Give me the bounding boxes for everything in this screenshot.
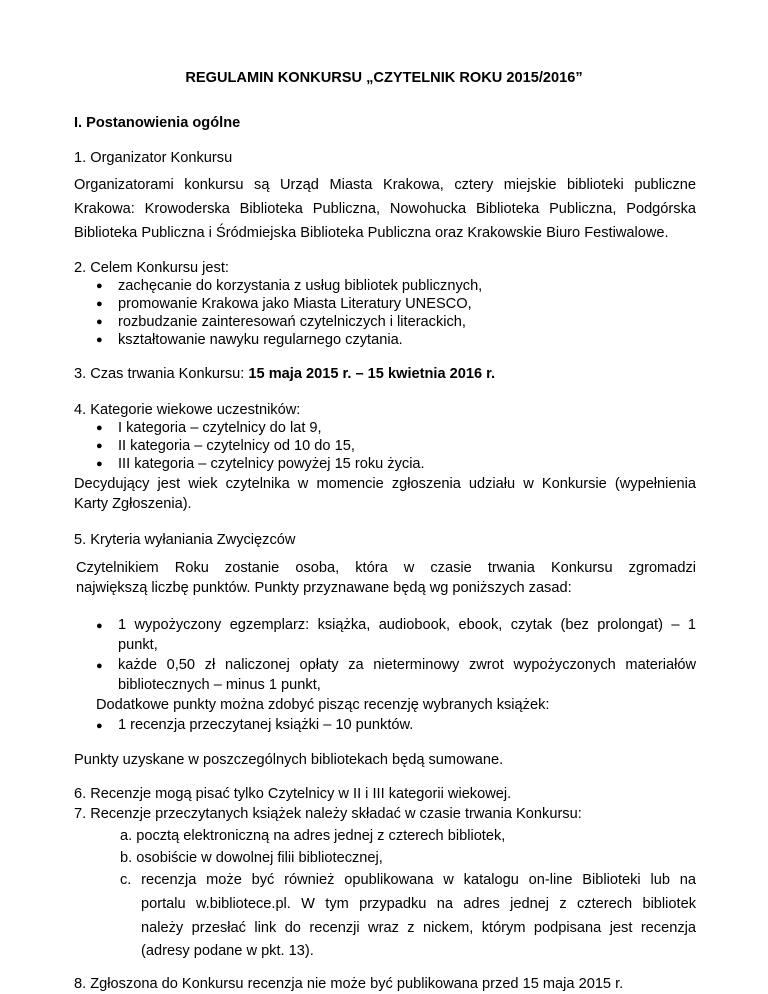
bullet-item: kształtowanie nawyku regularnego czytania. — [118, 332, 403, 348]
item-7-sub-c-line: c. recenzja może być również opublikowana w katalogu on-line Biblioteki lub na — [120, 872, 696, 888]
item-3 — [74, 366, 495, 382]
bullet-item: zachęcanie do korzystania z usług bibliotek publicznych, — [118, 278, 483, 294]
item-7-sub-c-line: portalu w.bibliotece.pl. W tym przypadku na adres jednej z czterech bibliotek — [141, 896, 696, 912]
document-title: REGULAMIN KONKURSU „CZYTELNIK ROKU 2015/2016” — [185, 70, 583, 86]
item-5-extra-text: Dodatkowe punkty można zdobyć pisząc recenzję wybranych książek: — [96, 697, 550, 713]
item-3-dates: 15 maja 2015 r. – 15 kwietnia 2016 r. — [248, 366, 496, 382]
item-4-heading: 4. Kategorie wiekowe uczestników: — [74, 402, 301, 418]
item-5-text-line: Czytelnikiem Roku zostanie osoba, która w czasie trwania Konkursu zgromadzi — [76, 560, 696, 576]
item-4-note-line: Karty Zgłoszenia). — [74, 496, 192, 512]
bullet-item: III kategoria – czytelnicy powyżej 15 roku życia. — [118, 456, 425, 472]
bullet-icon: ● — [96, 334, 103, 346]
item-6: 6. Recenzje mogą pisać tylko Czytelnicy w II i III kategorii wiekowej. — [74, 786, 512, 802]
item-5-heading: 5. Kryteria wyłaniania Zwycięzców — [74, 532, 296, 548]
bullet-item-line: każde 0,50 zł naliczonej opłaty za nieterminowy zwrot wypożyczonych materiałów — [118, 657, 696, 673]
bullet-icon: ● — [96, 280, 103, 292]
bullet-icon: ● — [96, 620, 103, 632]
item-1-text-line: Organizatorami konkursu są Urząd Miasta Krakowa, cztery miejskie biblioteki publiczne — [74, 177, 696, 193]
item-5-summary: Punkty uzyskane w poszczególnych bibliotekach będą sumowane. — [74, 752, 504, 768]
item-7-heading: 7. Recenzje przeczytanych książek należy składać w czasie trwania Konkursu: — [74, 806, 582, 822]
item-2-heading: 2. Celem Konkursu jest: — [74, 260, 229, 276]
item-7-sub-c-line: (adresy podane w pkt. 13). — [141, 943, 314, 959]
bullet-icon: ● — [96, 440, 103, 452]
bullet-icon: ● — [96, 316, 103, 328]
bullet-item: promowanie Krakowa jako Miasta Literatury UNESCO, — [118, 296, 472, 312]
bullet-item: rozbudzanie zainteresowań czytelniczych i literackich, — [118, 314, 466, 330]
bullet-item: 1 recenzja przeczytanej książki – 10 punktów. — [118, 717, 414, 733]
bullet-item: I kategoria – czytelnicy do lat 9, — [118, 420, 322, 436]
bullet-icon: ● — [96, 720, 103, 732]
item-1-text-line: Biblioteka Publiczna i Śródmiejska Biblioteka Publiczna oraz Krakowskie Biuro Festiwalowe. — [74, 225, 669, 241]
bullet-icon: ● — [96, 422, 103, 434]
bullet-item: II kategoria – czytelnicy od 10 do 15, — [118, 438, 355, 454]
bullet-icon: ● — [96, 458, 103, 470]
bullet-item-line: 1 wypożyczony egzemplarz: książka, audiobook, ebook, czytak (bez prolongat) – 1 — [118, 617, 696, 633]
bullet-icon: ● — [96, 660, 103, 672]
item-1-heading: 1. Organizator Konkursu — [74, 150, 233, 166]
bullet-item-line: bibliotecznych – minus 1 punkt, — [118, 677, 321, 693]
item-4-note-line: Decydujący jest wiek czytelnika w momencie zgłoszenia udziału w Konkursie (wypełnienia — [74, 476, 696, 492]
item-1-text-line: Krakowa: Krowoderska Biblioteka Publiczna, Nowohucka Biblioteka Publiczna, Podgórska — [74, 201, 696, 217]
item-7-sub-c-line: należy przesłać link do recenzji wraz z nickem, którym podpisana jest recenzja — [141, 920, 696, 936]
item-7-sub-b: b. osobiście w dowolnej filii bibliotecznej, — [120, 850, 383, 866]
bullet-item-line: punkt, — [118, 637, 158, 653]
bullet-icon: ● — [96, 298, 103, 310]
section-heading: I. Postanowienia ogólne — [74, 115, 241, 131]
item-3-label: 3. Czas trwania Konkursu: — [74, 366, 249, 382]
item-7-sub-a: a. pocztą elektroniczną na adres jednej z czterech bibliotek, — [120, 828, 506, 844]
item-5-text-line: największą liczbę punktów. Punkty przyznawane będą wg poniższych zasad: — [76, 580, 572, 596]
item-8: 8. Zgłoszona do Konkursu recenzja nie może być publikowana przed 15 maja 2015 r. — [74, 976, 624, 992]
